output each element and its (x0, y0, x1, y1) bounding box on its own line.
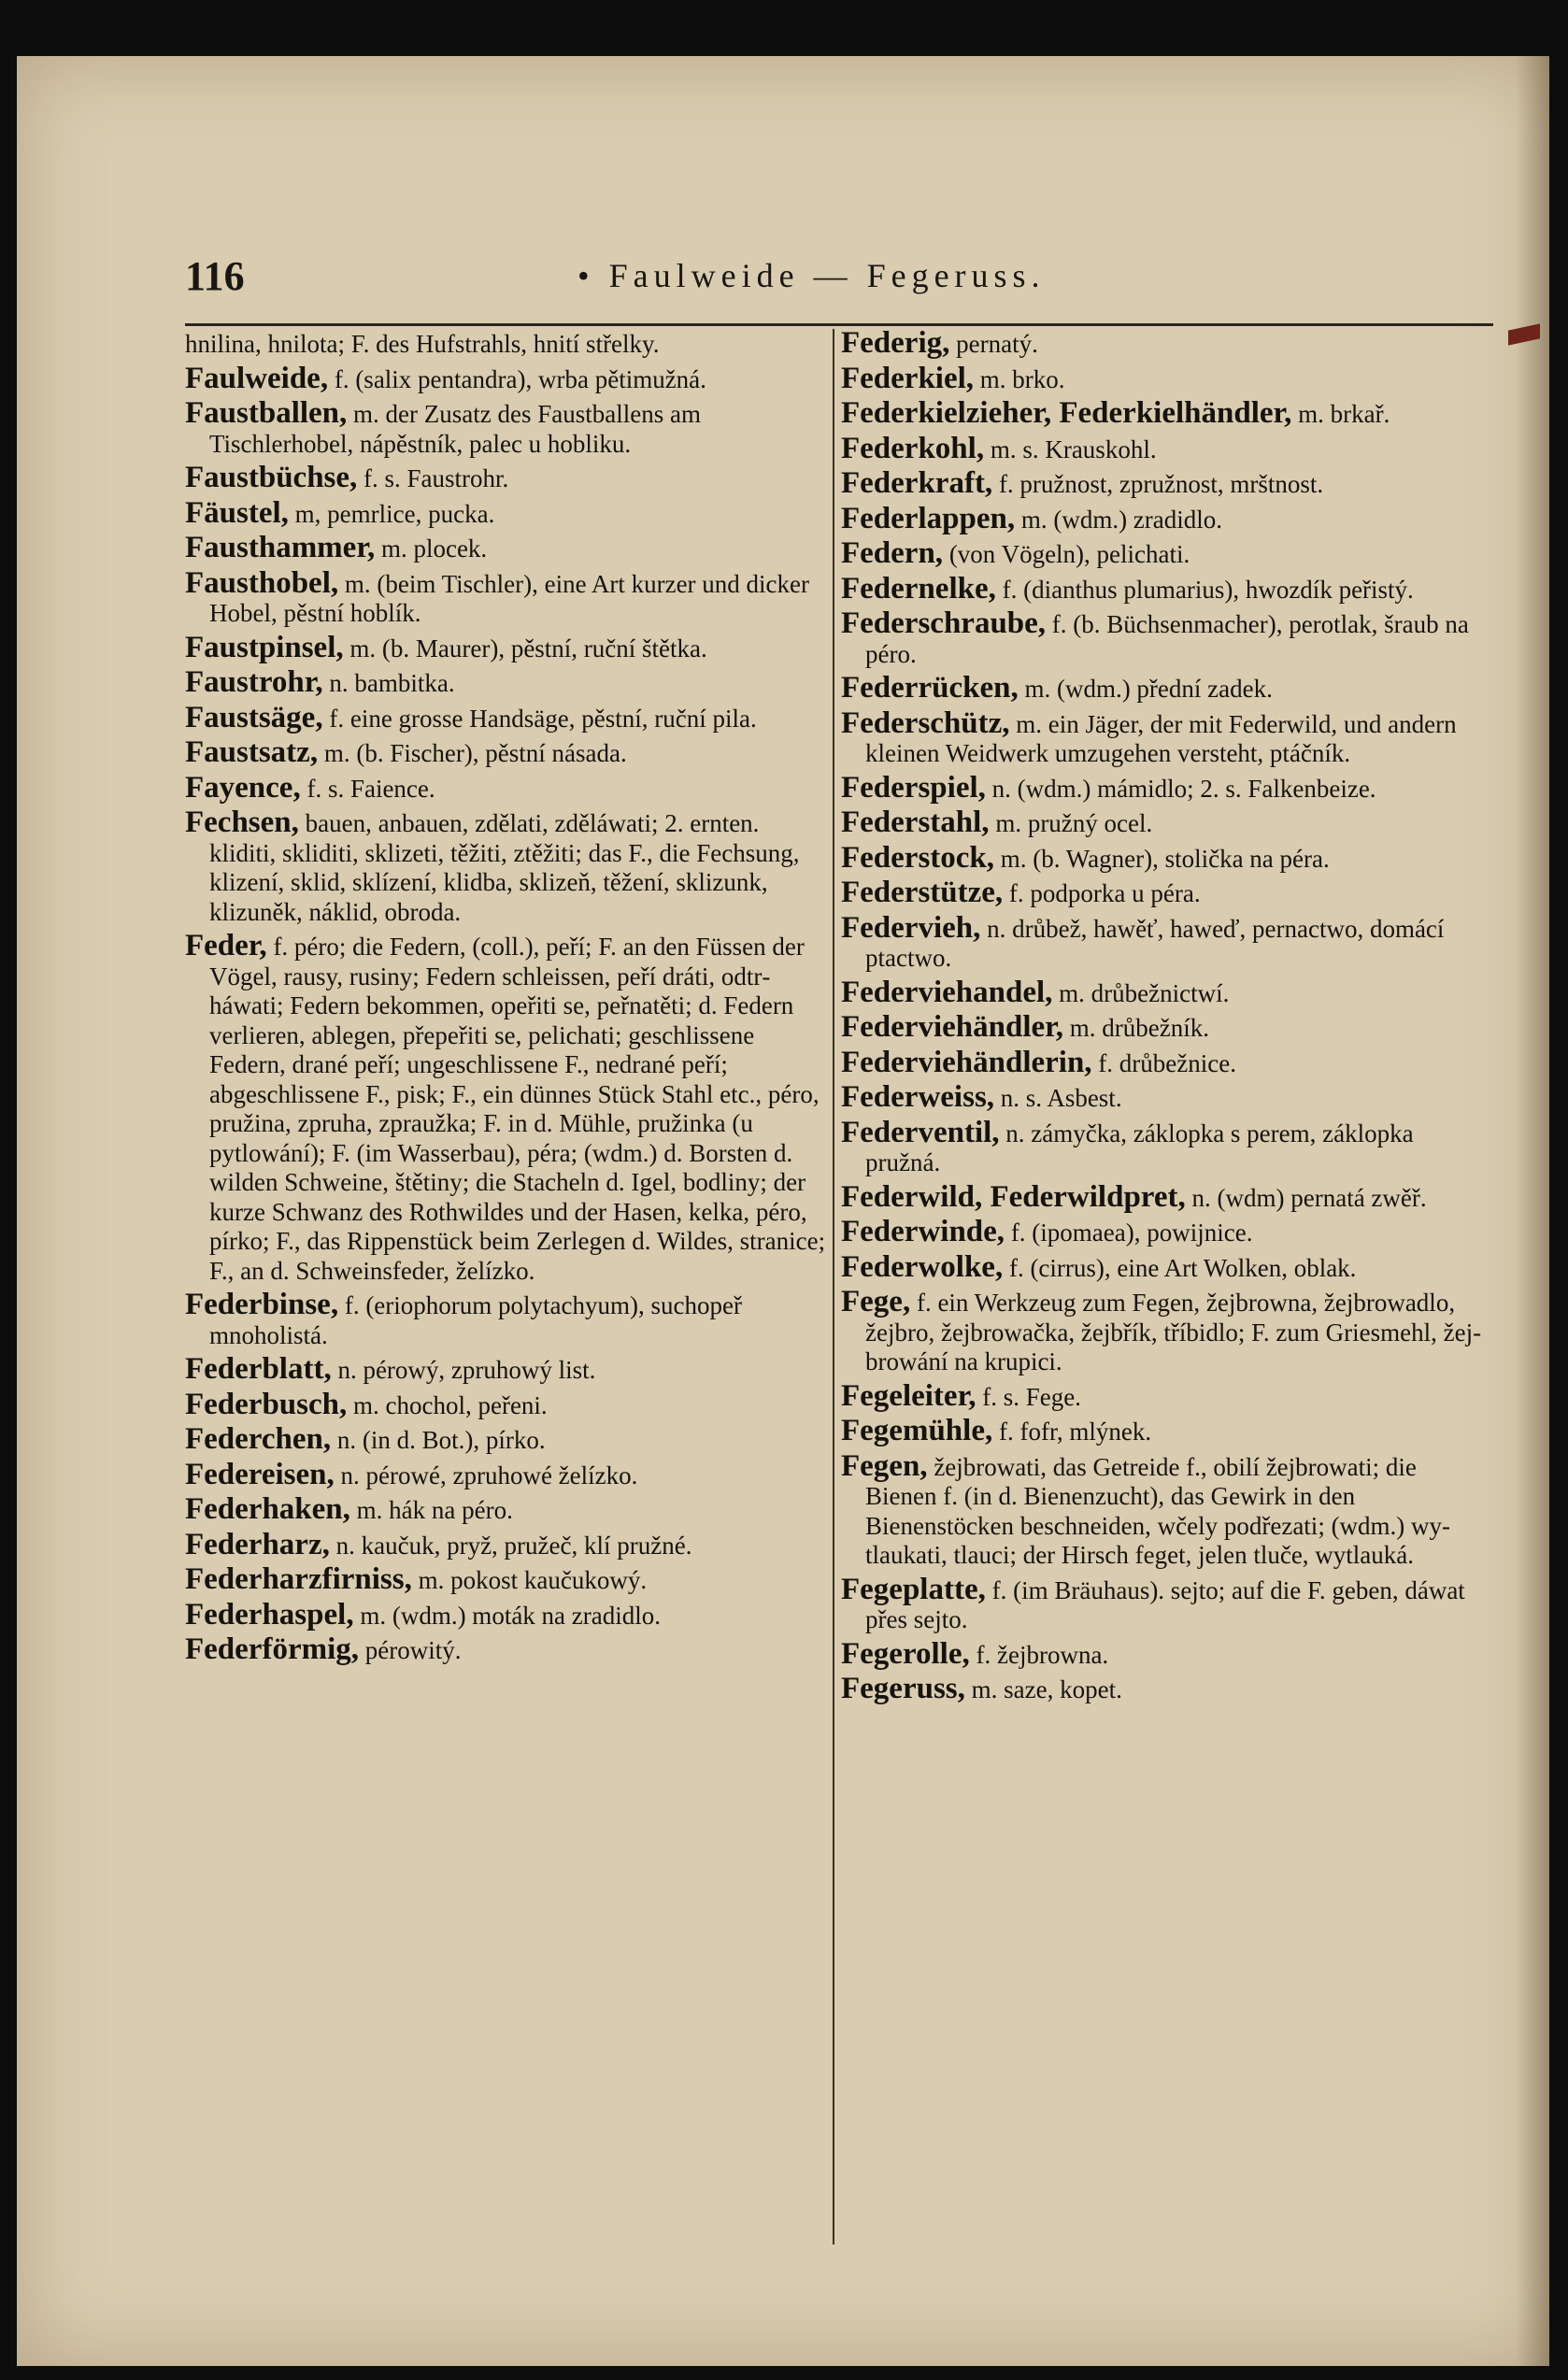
headword: Faustballen, (185, 396, 348, 430)
entry (185, 1422, 830, 1456)
entry (841, 396, 1486, 430)
headword: Federharzfirniss, (185, 1562, 412, 1596)
headword: Fäustel, (185, 495, 289, 530)
headword: Federspiel, (841, 770, 986, 805)
entry (841, 1448, 1486, 1571)
headword: Federn, (841, 536, 944, 570)
dictionary-page (17, 56, 1549, 2366)
definition: f. s. Fege. (982, 1382, 1081, 1411)
page-header (166, 243, 1475, 299)
entry (185, 361, 830, 395)
entry (841, 1414, 1486, 1447)
headword: Federventil, (841, 1115, 1000, 1149)
headword: Fegen, (841, 1448, 928, 1483)
definition: m. (wdm.) zradidlo. (1020, 505, 1223, 534)
headword: Federeisen, (185, 1457, 335, 1491)
headword: Fegeleiter, (841, 1378, 976, 1413)
definition: n. (wdm) pernatá zwěř. (1191, 1183, 1427, 1212)
entry (841, 536, 1486, 570)
definition: f. pružnost, zpružnost, mrštnost. (998, 470, 1324, 498)
definition: m. hák na péro. (356, 1496, 513, 1524)
entry (185, 1387, 830, 1421)
entry (185, 1352, 830, 1386)
headword: Federkielzieher, Federkielhändler, (841, 396, 1292, 430)
definition: (von Vögeln), pelichati. (948, 540, 1190, 568)
headword: Federstütze, (841, 876, 1004, 909)
entry (185, 1527, 830, 1561)
entry (185, 1632, 830, 1666)
definition: f. podporka u péra. (1008, 879, 1201, 907)
definition: n. (in d. Bot.), pírko. (336, 1426, 546, 1454)
entry (185, 665, 830, 699)
entry (841, 975, 1486, 1009)
entry (841, 466, 1486, 500)
entry (841, 1179, 1486, 1214)
headword: Federförmig, (185, 1632, 359, 1666)
entry (841, 1636, 1486, 1671)
entry (841, 1080, 1486, 1114)
headword: Federchen, (185, 1422, 332, 1456)
entry (185, 770, 830, 805)
headword: Faustsäge, (185, 700, 323, 734)
entry (841, 361, 1486, 395)
definition: f. fofr, mlýnek. (998, 1418, 1152, 1446)
definition: f. žejbrowna. (976, 1640, 1109, 1669)
definition: m. brkař. (1298, 400, 1390, 428)
headword: Fegeruss, (841, 1672, 965, 1705)
definition: bauen, anbauen, zdělati, zděláwati; 2. ernten. kliditi, skliditi, sklizeti, těžiti, ztěžiti; das F., die Fechsung, klizení, sklid, sklízení, klidba, sklizeň, těžení, sklizunk, klizuněk, náklid, obroda. (209, 809, 800, 926)
headword: Fausthammer, (185, 531, 376, 564)
entry (185, 1597, 830, 1632)
definition: pernatý. (956, 330, 1038, 358)
definition: n. pérowý, zpruhowý list. (337, 1356, 596, 1384)
entry (841, 1215, 1486, 1248)
definition: f. s. Faience. (306, 774, 435, 803)
entry (185, 1562, 830, 1596)
headword: Federschraube, (841, 606, 1047, 640)
entry (841, 840, 1486, 875)
definition: n. drůbež, hawěť, haweď, pernactwo, domácí ptactwo. (865, 914, 1445, 972)
headword: Federviehändlerin, (841, 1045, 1092, 1079)
page-edge-shadow (1516, 56, 1549, 2366)
headword: Federstahl, (841, 805, 990, 839)
definition: f. s. Faustrohr. (363, 464, 509, 492)
definition: m. drůbežnictwí. (1059, 978, 1230, 1007)
entry (185, 1290, 830, 1350)
headword: Federrücken, (841, 671, 1019, 705)
headword: Federnelke, (841, 571, 996, 606)
definition: f. drůbežnice. (1098, 1048, 1236, 1077)
headword: Federkiel, (841, 361, 975, 395)
headword: Federwild, Federwildpret, (841, 1179, 1186, 1214)
headword: Fegerolle, (841, 1636, 970, 1671)
headword: Fegemühle, (841, 1414, 993, 1447)
entry (185, 630, 830, 664)
headword: Faustpinsel, (185, 630, 344, 664)
definition: f. (im Bräuhaus). sejto; auf die F. geben, dáwat přes sejto. (865, 1575, 1465, 1633)
headword: Federblatt, (185, 1352, 332, 1386)
headword: Federkohl, (841, 431, 985, 465)
entry (841, 671, 1486, 705)
entry (841, 705, 1486, 769)
definition: m. (wdm.) moták na zradidlo. (360, 1601, 661, 1630)
definition: m. plocek. (380, 534, 488, 563)
entry (185, 565, 830, 629)
entry (185, 1457, 830, 1491)
definition: f. (salix pentandra), wrba pětimužná. (334, 364, 706, 393)
headword: Federbusch, (185, 1387, 348, 1421)
definition: m. (b. Wagner), stolička na péra. (1000, 844, 1330, 873)
entry (841, 770, 1486, 805)
headword: Feder, (185, 929, 267, 962)
entry (185, 1492, 830, 1526)
definition: f. (b. Büchsenmacher), perotlak, šraub na péro. (865, 610, 1469, 668)
definition: f. péro; die Federn, (coll.), peří; F. an den Füssen der Vögel, rausy, rusiny; Federn schleissen, peří dráti, odtrháwati; Federn bekommen, opeřiti se, peřnatěti; d. Federn verlieren, ablegen, přepeřiti se, pelichati; geschlissene Federn, drané peří; ungeschlissene F., nedrané peří; abgeschlissene F., pisk; F., ein dünnes Stück Stahl etc., péro, pružina, zpruha, zpraužka; F. in d. Mühle, pružinka (u pytlowání); F. (im Wasserbau), péra; (wdm.) d. Borsten d. wilden Schweine, štětiny; die Stacheln d. Igel, bodliny; der kurze Schwanz des Rothwildes und der Hasen, kelka, péro, pírko; F., das Rippenstück beim Zerlegen d. Wildes, stranice; F., an d. Schweinsfeder, želízko. (209, 933, 826, 1285)
entry (185, 700, 830, 734)
headword: Federvieh, (841, 910, 981, 945)
headword: Federschütz, (841, 705, 1010, 740)
definition: m. (wdm.) přední zadek. (1024, 675, 1273, 703)
headword: Federviehändler, (841, 1010, 1064, 1044)
definition: n. kaučuk, pryž, pružeč, klí pružné. (335, 1531, 692, 1560)
entry (841, 1045, 1486, 1079)
running-head: • Faulweide — Fegeruss. (577, 257, 1046, 294)
headword: Federbinse, (185, 1288, 339, 1321)
right-column (841, 326, 1486, 1710)
entry (185, 396, 830, 459)
column-divider (833, 329, 834, 2245)
definition: f. (ipomaea), powijnice. (1010, 1219, 1253, 1247)
entry (841, 326, 1486, 360)
definition: m. (b. Fischer), pěstní násada. (323, 739, 627, 767)
headword: Federstock, (841, 840, 995, 875)
definition: n. bambitka. (329, 669, 455, 697)
headword: Fegeplatte, (841, 1572, 986, 1606)
headword: Federharz, (185, 1527, 330, 1561)
entry (841, 1249, 1486, 1284)
headword: Faustrohr, (185, 665, 323, 699)
headword: Fayence, (185, 770, 301, 805)
entry (841, 1378, 1486, 1413)
definition: f. (dianthus plumarius), hwozdík peřistý. (1002, 575, 1414, 604)
definition: n. zámyčka, záklopka s perem, záklopka pružná. (865, 1119, 1414, 1176)
entry (185, 735, 830, 769)
entry (841, 1572, 1486, 1635)
entry (185, 495, 830, 530)
definition: n. (wdm.) mámidlo; 2. s. Falkenbeize. (991, 774, 1376, 803)
headword: Fege, (841, 1285, 911, 1318)
left-column (185, 329, 830, 1671)
entry (841, 1672, 1486, 1705)
headword: Federhaken, (185, 1492, 350, 1526)
headword: Faustsatz, (185, 735, 319, 769)
definition: f. ein Werkzeug zum Fegen, žejbrowna, žejbrowadlo, žejbro, žejbrowačka, žejbřík, tříbidlo; F. zum Griesmehl, žejbrowání na krupici. (865, 1289, 1482, 1375)
definition: f. (cirrus), eine Art Wolken, oblak. (1008, 1253, 1357, 1282)
headword: Fechsen, (185, 805, 299, 839)
headword: Federwinde, (841, 1215, 1005, 1248)
definition: pérowitý. (364, 1636, 462, 1664)
entry (841, 1010, 1486, 1044)
definition: m. s. Krauskohl. (990, 435, 1157, 463)
definition: m. pokost kaučukowý. (418, 1566, 648, 1594)
headword: Federviehandel, (841, 975, 1053, 1009)
headword: Federweiss, (841, 1080, 995, 1114)
definition: m. der Zusatz des Faustballens am Tischlerhobel, nápěstník, palec u hobliku. (209, 400, 701, 458)
definition: m. drůbežník. (1069, 1014, 1209, 1042)
entry (185, 929, 830, 1286)
definition: m. (b. Maurer), pěstní, ruční štětka. (349, 634, 707, 663)
definition: m. saze, kopet. (971, 1675, 1122, 1703)
entry (841, 431, 1486, 465)
definition: hnilina, hnilota; F. des Hufstrahls, hnití střelky. (185, 330, 660, 358)
headword: Faulweide, (185, 361, 329, 395)
entry (185, 531, 830, 564)
definition: m. pružný ocel. (995, 809, 1153, 837)
entry (841, 805, 1486, 839)
definition: m. chochol, peřeni. (353, 1390, 548, 1419)
entry (841, 878, 1486, 909)
definition: n. s. Asbest. (1000, 1084, 1122, 1112)
entry (841, 1285, 1486, 1377)
entry (841, 606, 1486, 669)
entry (841, 501, 1486, 535)
definition: m. ein Jäger, der mit Federwild, und andern kleinen Weidwerk umzugehen versteht, ptáčník. (865, 709, 1457, 767)
headword: Federig, (841, 326, 950, 360)
definition: žejbrowati, das Getreide f., obilí žejbrowati; die Bienen f. (in d. Bienenzucht), das Gewirk in den Bienenstöcken beschneiden, wčely podřezati; (wdm.) wytlaukati, tlauci; der Hirsch feget, jelen tluče, wytlauká. (865, 1452, 1451, 1569)
entry (841, 910, 1486, 974)
entry (185, 463, 830, 494)
entry (185, 329, 830, 360)
entry (185, 805, 830, 927)
entry (841, 1115, 1486, 1178)
definition: f. (eriophorum polytachyum), suchopeř mnoholistá. (209, 1291, 742, 1349)
headword: Federhaspel, (185, 1597, 354, 1632)
headword: Federlappen, (841, 501, 1016, 535)
definition: f. eine grosse Handsäge, pěstní, ruční pila. (329, 704, 757, 733)
definition: m, pemrlice, pucka. (294, 499, 495, 528)
headword: Federwolke, (841, 1249, 1004, 1284)
definition: n. pérowé, zpruhowé želízko. (340, 1461, 638, 1489)
definition: m. (beim Tischler), eine Art kurzer und dicker Hobel, pěstní hoblík. (209, 569, 810, 627)
page-number: 116 (185, 253, 245, 299)
headword: Federkraft, (841, 466, 993, 500)
entry (841, 571, 1486, 606)
headword: Faustbüchse, (185, 461, 358, 494)
header-rule (185, 323, 1493, 326)
headword: Fausthobel, (185, 565, 339, 600)
definition: m. brko. (979, 364, 1065, 393)
